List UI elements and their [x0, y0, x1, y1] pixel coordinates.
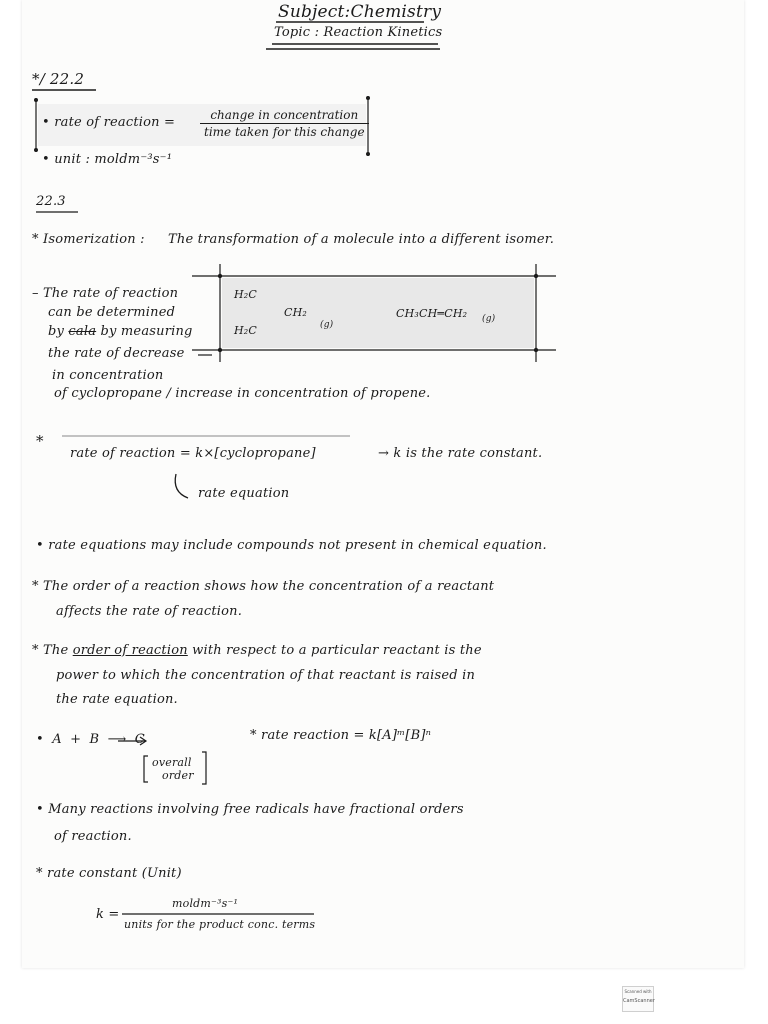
rate-constant-numerator: moldm⁻³s⁻¹: [172, 897, 239, 910]
overall-label-2: order: [162, 769, 194, 782]
methylene-right: CH₂: [284, 306, 308, 319]
propene-product: CH₃CH═CH₂: [396, 307, 468, 320]
note-order-def-1: * The order of reaction with respect to a particular reactant is the: [32, 643, 482, 658]
note-line-5: in concentration: [52, 368, 164, 383]
struck-word: cala: [68, 324, 97, 339]
section-label-22-2: */ 22.2: [32, 70, 85, 88]
note-line-2: can be determined: [48, 305, 176, 320]
abc-rate-law: * rate reaction = k[A]ᵐ[B]ⁿ: [250, 728, 432, 743]
methylene-bottom: H₂C: [234, 324, 258, 337]
rate-definition-numerator: change in concentration: [200, 108, 369, 124]
topic-heading: Topic : Reaction Kinetics: [274, 25, 443, 40]
rate-definition-denominator: time taken for this change: [204, 125, 365, 139]
note-line-3: by cala by measuring: [48, 324, 193, 339]
rate-constant-note: → k is the rate constant.: [378, 446, 543, 461]
rate-definition-fraction: [200, 108, 369, 139]
note-order-def-3: the rate equation.: [56, 692, 178, 707]
radicals-line-2: of reaction.: [54, 829, 132, 844]
reaction-box: [222, 278, 534, 348]
note-compounds: • rate equations may include compounds not present in chemical equation.: [36, 538, 547, 553]
note-line-1: – The rate of reaction: [32, 286, 179, 301]
rate-constant-heading: * rate constant (Unit): [36, 866, 182, 881]
rate-constant-k: k =: [96, 907, 120, 922]
product-state: (g): [482, 314, 496, 324]
reactant-state: (g): [320, 320, 334, 330]
note-line-6: of cyclopropane / increase in concentration of propene.: [54, 386, 431, 401]
order-of-reaction-term: order of reaction: [72, 643, 188, 658]
notebook-page: [22, 0, 744, 968]
note-order-1: * The order of a reaction shows how the concentration of a reactant: [32, 579, 495, 594]
overall-label-1: overall: [152, 756, 192, 769]
camscanner-logo-text: CamScanner: [623, 998, 655, 1004]
rate-equation: rate of reaction = k×[cyclopropane]: [70, 446, 316, 461]
abc-reaction: • A + B ⟶ C: [36, 732, 145, 747]
camscanner-watermark: Scanned with CamScanner: [622, 986, 654, 1012]
methylene-top: H₂C: [234, 288, 258, 301]
rate-equation-star: *: [36, 432, 44, 450]
isomerization-definition: The transformation of a molecule into a different isomer.: [168, 232, 555, 247]
rate-constant-denominator: units for the product conc. terms: [124, 918, 316, 931]
rate-definition-prefix: • rate of reaction =: [42, 115, 176, 130]
rate-unit: • unit : moldm⁻³s⁻¹: [42, 152, 173, 167]
rate-equation-caption: rate equation: [198, 486, 290, 501]
note-order-2: affects the rate of reaction.: [56, 604, 243, 619]
isomerization-term: * Isomerization :: [32, 232, 145, 247]
subject-heading: Subject:Chemistry: [278, 2, 442, 22]
note-order-def-2: power to which the concentration of that reactant is raised in: [56, 668, 476, 683]
note-line-4: the rate of decrease: [48, 346, 185, 361]
section-label-22-3: 22.3: [36, 194, 66, 209]
radicals-line-1: • Many reactions involving free radicals have fractional orders: [36, 802, 464, 817]
